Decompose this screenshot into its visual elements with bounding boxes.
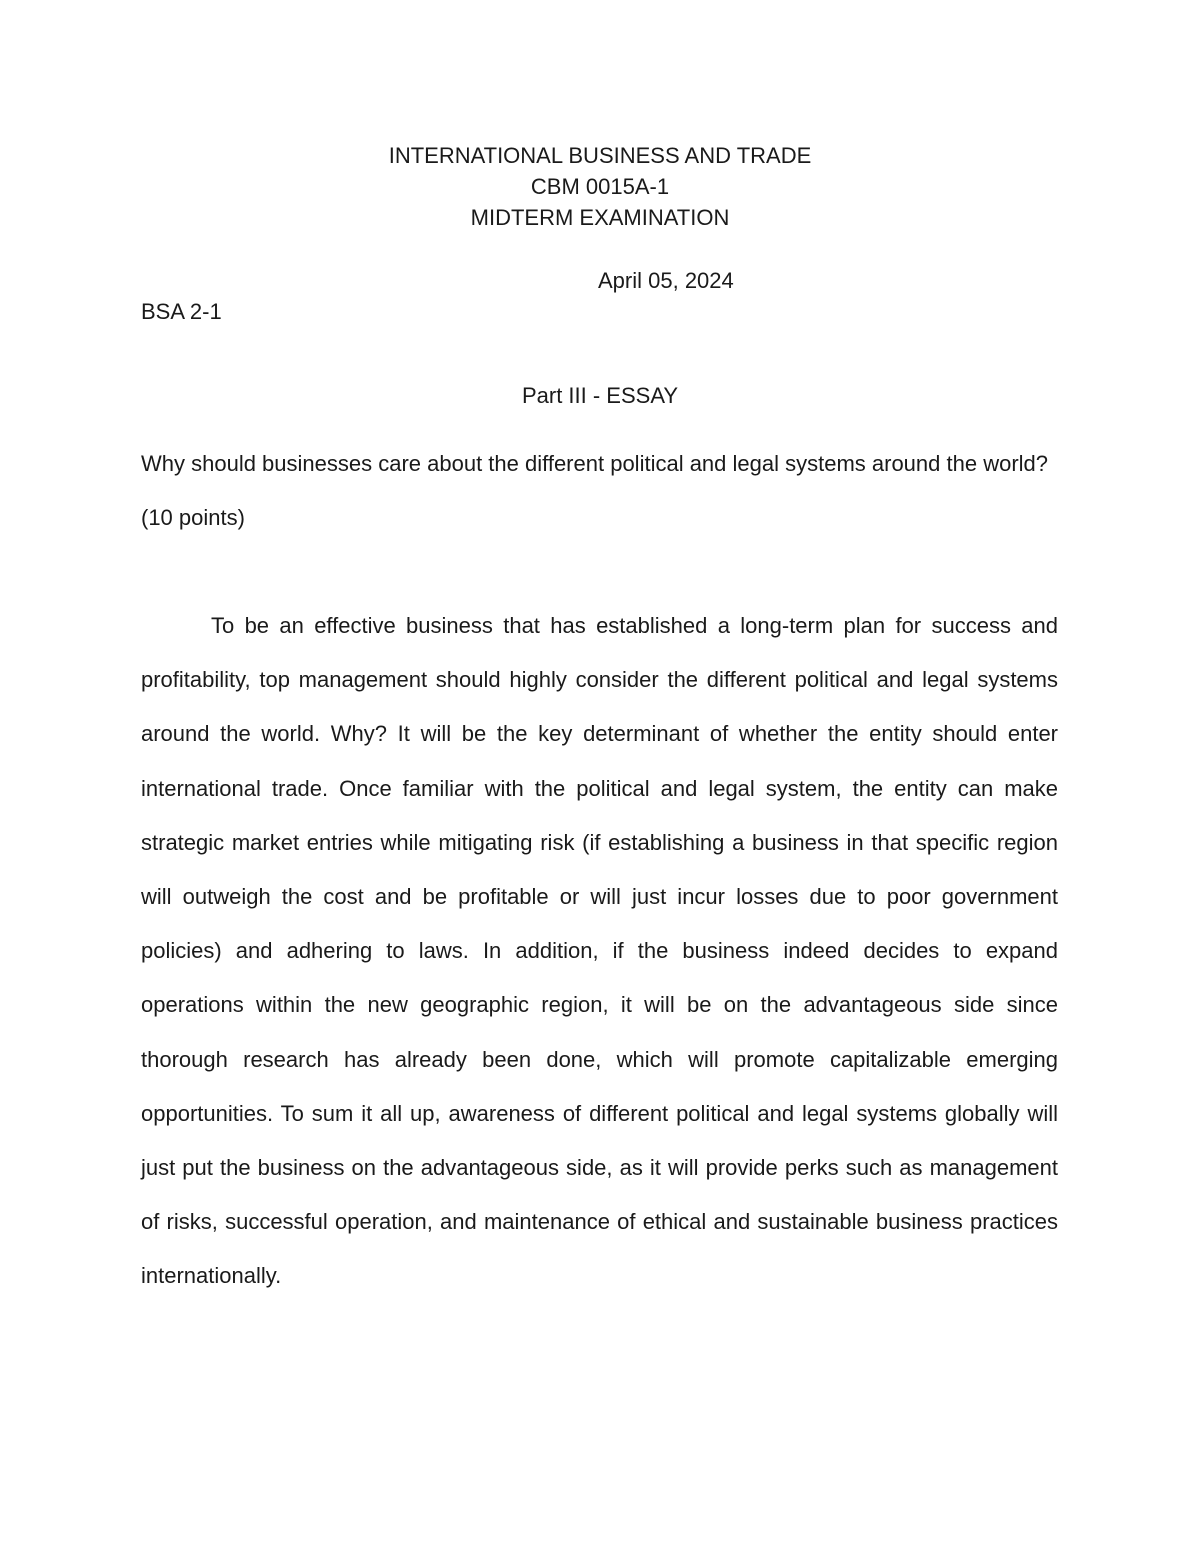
part-title: Part III - ESSAY <box>521 383 679 408</box>
essay-answer: To be an effective business that has established a long-term plan for success and profitability, top management should highly consider the different political and legal systems around the world. Why? It will be the key determinant of whether the entity should enter international trade. Once familiar with the political and legal system, the entity can make strategic market entries while mitigating risk (if establishing a business in that specific region will outweigh the cost and be profitable or will just incur losses due to poor government policies) and adhering to laws. In addition, if the business indeed decides to expand operations within the new geographic region, it will be on the advantageous side since thorough research has already been done, which will promote capitalizable emerging opportunities. To sum it all up, awareness of different political and legal systems globally will just put the business on the advantageous side, as it will provide perks such as management of risks, successful operation, and maintenance of ethical and sustainable business practices internationally. <box>141 613 1058 1289</box>
essay-question: Why should businesses care about the different political and legal systems around the world? (10 points) <box>141 451 1049 530</box>
course-title: INTERNATIONAL BUSINESS AND TRADE <box>388 143 812 168</box>
exam-type: MIDTERM EXAMINATION <box>470 205 730 230</box>
course-code: CBM 0015A-1 <box>530 174 670 199</box>
section-label: BSA 2-1 <box>141 299 222 324</box>
exam-date: April 05, 2024 <box>598 268 734 293</box>
